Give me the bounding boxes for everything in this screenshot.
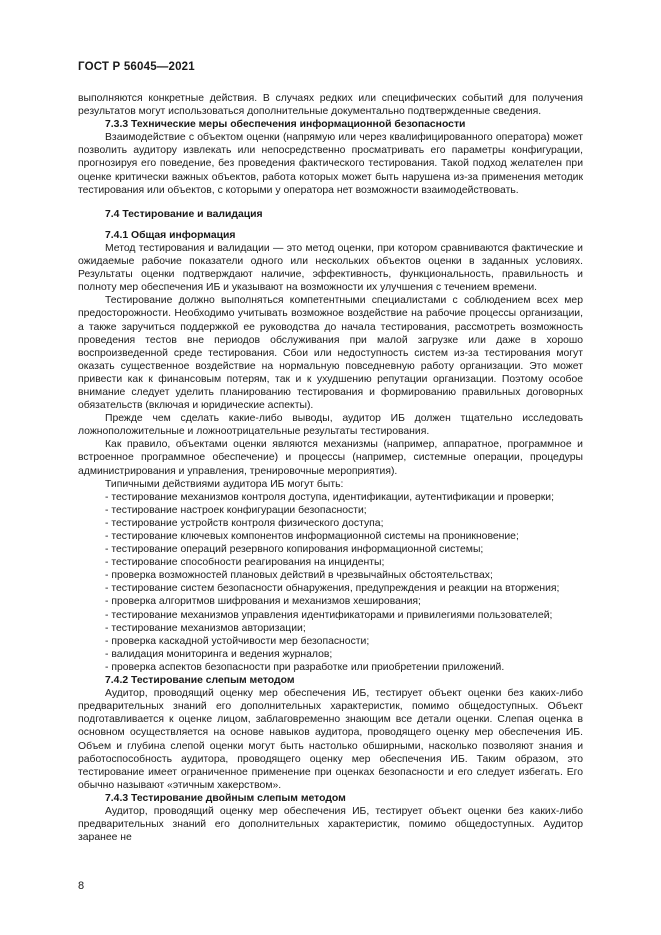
list-item: - тестирование механизмов авторизации;	[105, 622, 306, 634]
list-item: - проверка аспектов безопасности при разработке или приобретении приложений.	[105, 661, 505, 673]
list-item: - валидация мониторинга и ведения журналов;	[105, 648, 333, 660]
section-heading-7-4-2: 7.4.2 Тестирование слепым методом	[105, 675, 295, 687]
document-body	[78, 92, 583, 844]
list-item: - тестирование механизмов контроля доступа, идентификации, аутентификации и проверки;	[105, 491, 554, 503]
list-item: - проверка каскадной устойчивости мер безопасности;	[105, 635, 370, 647]
paragraph: Типичными действиями аудитора ИБ могут быть:	[105, 478, 344, 490]
list-item: - тестирование настроек конфигурации безопасности;	[105, 504, 367, 516]
list-item: - тестирование способности реагирования на инциденты;	[105, 557, 385, 569]
section-heading-7-4-3: 7.4.3 Тестирование двойным слепым методом	[105, 792, 346, 804]
list-item: - тестирование ключевых компонентов информационной системы на проникновение;	[105, 531, 519, 542]
paragraph: Тестирование должно выполняться компетентными специалистами с соблюдением всех мер предосторожности. Необходимо учитывать возможное воздействие на рабочие процессы организации, а также заручиться поддержкой ее руководства до начала тестирования, рассмотреть возможность проведения тестов вне периодов обслуживания при малой загрузке или даже в хорошо воспроизведенной среде тестирования. Сбои или недоступность систем из-за тестирования могут оказать существенное воздействие на нормальную повседневную работу организации. Это может привести как к финансовым потерям, так и к ухудшению репутации организации. Поэтому особое внимание следует уделить планированию тестирования и формированию правильных договорных обязательств (включая и юридические аспекты).	[78, 295, 583, 412]
paragraph: Прежде чем сделать какие-либо выводы, аудитор ИБ должен тщательно исследовать ложноположительные и ложноотрицательные результаты тестирования.	[78, 413, 583, 438]
list-item: - проверка алгоритмов шифрования и механизмов хеширования;	[105, 596, 421, 608]
paragraph: Аудитор, проводящий оценку мер обеспечения ИБ, тестирует объект оценки без каких-либо предварительных знаний его дополнительных характеристик, помимо общедоступных. Объект подготавливается к оценке лицом, заблаговременно знающим все детали оценки. Слепая оценка в основном осуществляется на основе навыков аудитора, проводящего оценку мер обеспечения ИБ. Объем и глубина слепой оценки могут быть настолько обширными, насколько позволяют знания и работоспособность аудитора, проводящего оценку мер обеспечения ИБ. Таким образом, это тестирование имеет ограниченное применение при оценках безопасности и его следует избегать. Его обычно называют «этичным хакерством».	[78, 688, 583, 791]
paragraph: Взаимодействие с объектом оценки (напрямую или через квалифицированного оператора) может позволить аудитору извлекать или непосредственно просматривать его параметры конфигурации, прогнозируя его поведение, без проведения фактического тестирования. Такой подход желателен при оценке критически важных объектов, работа которых может быть нарушена из-за применения методик тестирования или объектов, с которыми у оператора нет возможности взаимодействовать.	[78, 132, 583, 196]
section-heading-7-4: 7.4 Тестирование и валидация	[105, 208, 263, 220]
list-item: - тестирование операций резервного копирования информационной системы;	[105, 544, 484, 556]
list-item: - тестирование систем безопасности обнаружения, предупреждения и реакции на вторжения;	[105, 583, 560, 595]
paragraph: Как правило, объектами оценки являются механизмы (например, аппаратное, программное и встроенное программное обеспечение) и процессы (например, системные операции, процедуры администрирования и управления, тренировочные мероприятия).	[78, 439, 583, 477]
list-item: - тестирование устройств контроля физического доступа;	[105, 517, 384, 529]
list-item: - тестирование механизмов управления идентификаторами и привилегиями пользователей;	[105, 609, 553, 621]
page-number: 8	[78, 880, 85, 892]
action-list	[78, 491, 583, 674]
standard-header: ГОСТ Р 56045—2021	[78, 61, 195, 73]
paragraph: Аудитор, проводящий оценку мер обеспечения ИБ, тестирует объект оценки без каких-либо предварительных знаний его дополнительных характеристик, помимо общедоступных. Аудитор заранее не	[78, 805, 583, 844]
list-item: - проверка возможностей плановых действий в чрезвычайных обстоятельствах;	[105, 570, 493, 582]
section-heading-7-3-3: 7.3.3 Технические меры обеспечения информационной безопасности	[105, 119, 466, 131]
section-heading-7-4-1: 7.4.1 Общая информация	[105, 229, 236, 241]
paragraph: Метод тестирования и валидации — это метод оценки, при котором сравниваются фактические и ожидаемые рабочие показатели одного или нескольких объектов оценки в заданных условиях. Результаты оценки подтверждают наличие, эффективность, функциональность, правильность и полноту мер обеспечения ИБ и указывают на возможности их улучшения с течением времени.	[78, 242, 583, 294]
paragraph: выполняются конкретные действия. В случаях редких или специфических событий для получения результатов могут использоваться дополнительные документально подтвержденные сведения.	[78, 93, 583, 118]
